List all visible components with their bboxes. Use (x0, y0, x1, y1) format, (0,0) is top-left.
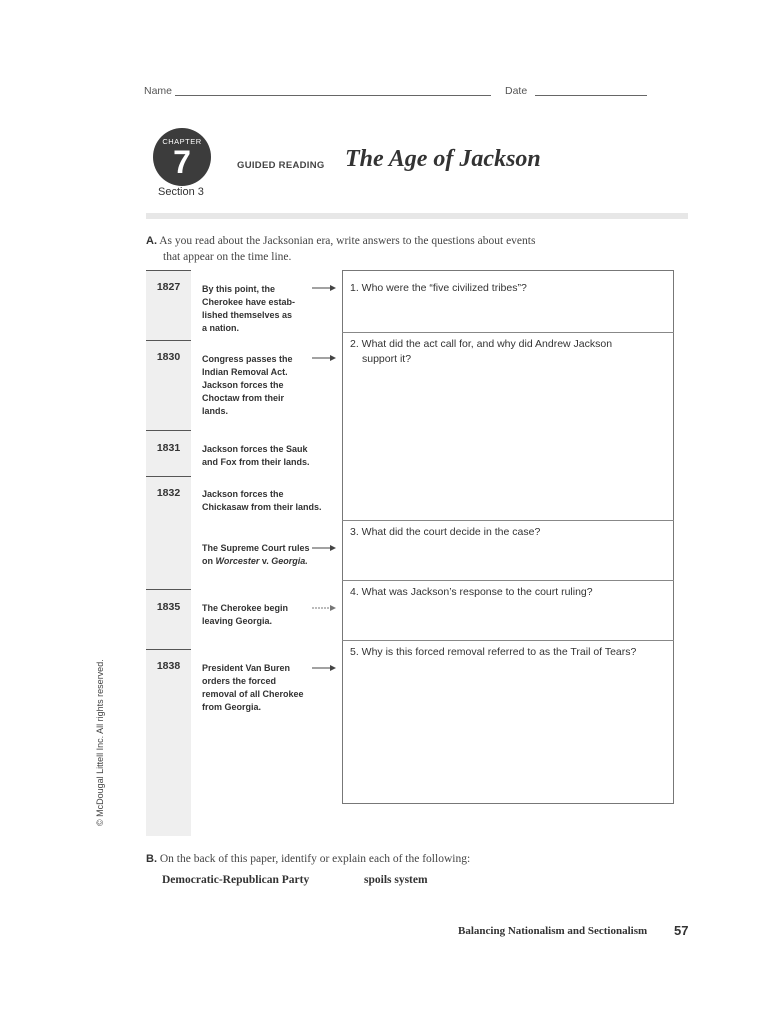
part-a-letter: A. (146, 235, 157, 247)
timeline-divider (146, 270, 191, 271)
page-number: 57 (674, 923, 689, 938)
part-b-line: On the back of this paper, identify or explain each of the following: (159, 853, 471, 865)
question-2[interactable]: 2. What did the act call for, and why did Andrew Jackson support it? (350, 338, 613, 365)
part-a-instructions (146, 233, 686, 265)
arrow-right-icon (312, 284, 336, 292)
date-label: Date (505, 85, 528, 97)
date-field[interactable] (535, 95, 647, 96)
chapter-badge (153, 128, 211, 186)
timeline-divider (146, 649, 191, 650)
timeline-event: The Cherokee begin leaving Georgia. (202, 603, 289, 626)
question-1[interactable]: 1. Who were the “five civilized tribes”? (350, 282, 527, 294)
arrow-right-icon (312, 604, 336, 612)
chapter-number: 7 (173, 144, 191, 180)
timeline-event: The Supreme Court rules on Worcester v. Georgia. (202, 543, 310, 566)
question-5[interactable]: 5. Why is this forced removal referred to as the Trail of Tears? (350, 646, 637, 658)
timeline-divider (146, 476, 191, 477)
question-divider (342, 332, 674, 333)
part-b-instructions (146, 851, 686, 867)
arrow-right-icon (312, 544, 336, 552)
part-b-letter: B. (146, 853, 157, 865)
term-democratic-republican-party: Democratic-Republican Party (162, 874, 310, 886)
timeline-event: Jackson forces the Sauk and Fox from their lands. (202, 444, 310, 467)
section-label: Section 3 (158, 186, 204, 198)
question-divider (342, 640, 674, 641)
arrow-right-icon (312, 354, 336, 362)
timeline-event: Congress passes the Indian Removal Act. Jackson forces the Choctaw from their lands. (202, 354, 293, 416)
timeline-event: By this point, the Cherokee have estab- lished themselves as a nation. (202, 284, 296, 333)
timeline-divider (146, 589, 191, 590)
guided-reading-label: GUIDED READING (237, 160, 325, 171)
name-field[interactable] (175, 95, 491, 96)
page-title: The Age of Jackson (345, 146, 541, 172)
question-4[interactable]: 4. What was Jackson’s response to the court ruling? (350, 586, 593, 598)
timeline-year: 1831 (156, 442, 181, 454)
timeline-year: 1827 (156, 281, 181, 293)
unit-title: Balancing Nationalism and Sectionalism (458, 925, 648, 937)
question-divider (342, 520, 674, 521)
timeline-year: 1830 (156, 351, 181, 363)
term-spoils-system: spoils system (364, 874, 428, 886)
part-a-line1: As you read about the Jacksonian era, write answers to the questions about events (159, 235, 536, 247)
question-divider (342, 580, 674, 581)
chapter-label: CHAPTER (162, 137, 202, 146)
timeline-event: Jackson forces the Chickasaw from their lands. (202, 489, 322, 512)
header-divider (146, 213, 688, 219)
timeline-year: 1835 (156, 601, 181, 613)
copyright-notice: © McDougal Littell Inc. All rights reserved. (95, 659, 105, 826)
timeline-year: 1838 (156, 660, 181, 672)
timeline-divider (146, 340, 191, 341)
arrow-right-icon (312, 664, 336, 672)
name-label: Name (144, 85, 173, 97)
timeline-year: 1832 (156, 487, 181, 499)
question-3[interactable]: 3. What did the court decide in the case? (350, 526, 541, 538)
timeline-event: President Van Buren orders the forced removal of all Cherokee from Georgia. (202, 663, 304, 712)
timeline-divider (146, 430, 191, 431)
part-a-line2: that appear on the time line. (163, 251, 292, 263)
